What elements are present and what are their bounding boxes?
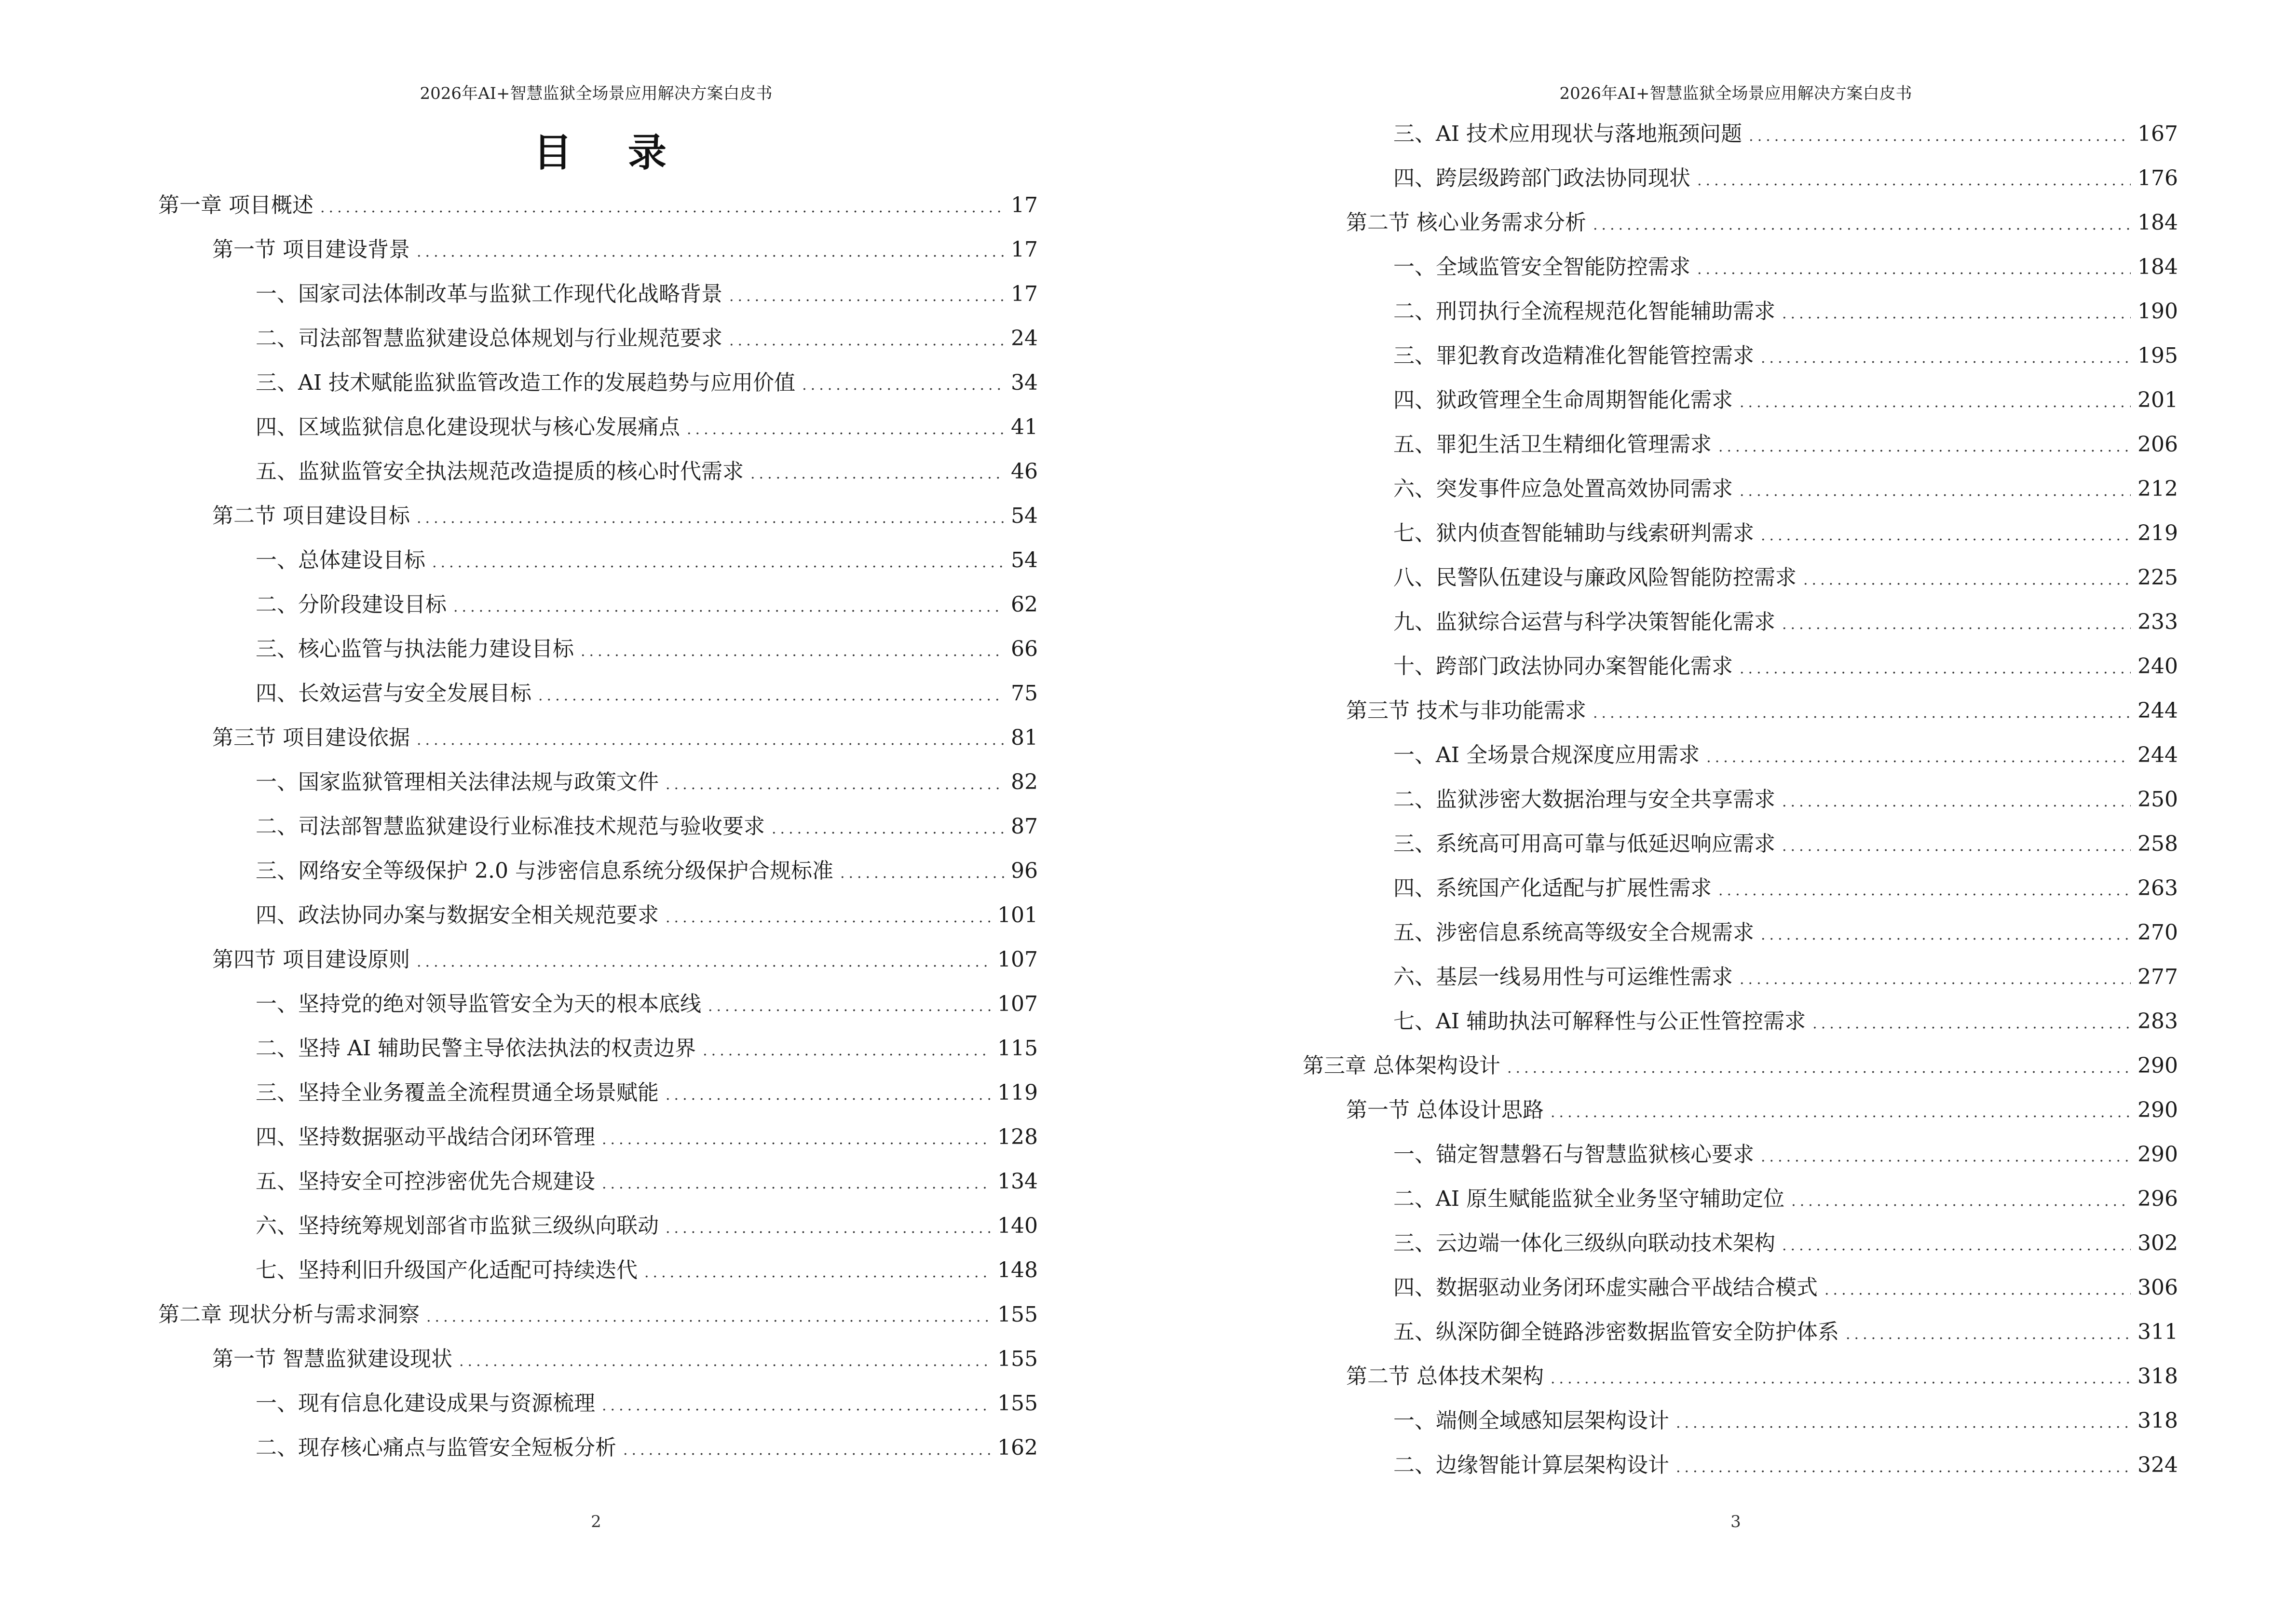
toc-entry-label: 五、坚持安全可控涉密优先合规建设 [256,1169,595,1194]
toc-dot-leader [1782,827,2131,866]
toc-dot-leader [1761,517,2131,555]
toc-entry-page-number: 263 [2137,876,2178,901]
toc-entry[interactable] [1303,1047,2178,1085]
toc-entry[interactable] [1393,1269,2178,1307]
toc-entry-label: 第一节 智慧监狱建设现状 [212,1347,452,1371]
toc-entry[interactable] [1393,470,2178,508]
toc-entry-label: 三、AI 技术应用现状与落地瓶颈问题 [1393,122,1742,146]
toc-entry-label: 五、监狱监管安全执法规范改造提质的核心时代需求 [256,459,744,484]
toc-entry-page-number: 296 [2137,1187,2178,1211]
toc-entry-page-number: 184 [2137,210,2178,235]
toc-dot-leader [703,1032,991,1070]
toc-title: 目 录 [533,130,688,175]
toc-entry-label: 第一节 项目建设背景 [212,237,410,262]
toc-entry-label: 二、现存核心痛点与监管安全短板分析 [256,1435,616,1460]
toc-dot-leader [1697,250,2131,289]
toc-entry-page-number: 17 [1011,193,1038,218]
toc-entry-label: 第四节 项目建设原则 [212,947,410,972]
toc-entry-label: 三、核心监管与执法能力建设目标 [256,637,574,661]
toc-dot-leader [1782,1227,2131,1265]
toc-entry-page-number: 134 [997,1169,1038,1194]
toc-dot-leader [666,899,991,937]
toc-entry-page-number: 96 [1011,859,1038,883]
toc-entry-label: 三、网络安全等级保护 2.0 与涉密信息系统分级保护合规标准 [256,859,833,883]
toc-entry[interactable] [256,630,1038,669]
toc-entry[interactable] [256,1429,1038,1467]
toc-entry-page-number: 128 [997,1125,1038,1149]
toc-dot-leader [1507,1049,2131,1088]
toc-entry[interactable] [158,186,1038,225]
toc-entry[interactable] [256,541,1038,580]
toc-entry[interactable] [256,408,1038,447]
toc-entry-page-number: 258 [2137,832,2178,856]
toc-entry-label: 三、坚持全业务覆盖全流程贯通全场景赋能 [256,1080,659,1105]
toc-entry-page-number: 41 [1011,415,1038,439]
toc-entry[interactable] [1393,825,2178,863]
toc-entry-label: 六、坚持统筹规划部省市监狱三级纵向联动 [256,1214,659,1238]
toc-dot-leader [1782,783,2131,821]
toc-entry-page-number: 176 [2137,166,2178,191]
toc-entry-page-number: 162 [997,1435,1038,1460]
toc-entry-page-number: 306 [2137,1275,2178,1300]
toc-entry-page-number: 155 [997,1302,1038,1327]
toc-entry-label: 一、AI 全场景合规深度应用需求 [1393,743,1700,767]
toc-entry[interactable] [256,452,1038,491]
toc-entry-page-number: 250 [2137,787,2178,812]
toc-entry-page-number: 233 [2137,610,2178,634]
toc-entry[interactable] [1393,337,2178,375]
toc-dot-leader [729,277,1004,316]
toc-entry-label: 四、坚持数据驱动平战结合闭环管理 [256,1125,595,1149]
toc-entry-label: 第三节 项目建设依据 [212,725,410,750]
toc-entry-page-number: 54 [1011,504,1038,528]
toc-entry-label: 一、国家司法体制改革与监狱工作现代化战略背景 [256,282,722,306]
toc-entry[interactable] [1393,603,2178,641]
toc-dot-leader [1761,339,2131,378]
toc-entry-page-number: 277 [2137,965,2178,989]
toc-entry[interactable] [212,231,1038,269]
toc-entry-label: 四、跨层级跨部门政法协同现状 [1393,166,1690,191]
toc-dot-leader [1676,1448,2131,1487]
toc-entry-page-number: 318 [2137,1364,2178,1389]
toc-dot-leader [802,366,1004,405]
toc-entry-label: 二、刑罚执行全流程规范化智能辅助需求 [1393,299,1775,324]
toc-dot-leader [1551,1093,2131,1132]
toc-entry-label: 六、基层一线易用性与可运维性需求 [1393,965,1733,989]
toc-entry[interactable] [1393,958,2178,996]
toc-entry-label: 六、突发事件应急处置高效协同需求 [1393,477,1733,501]
toc-entry-label: 四、数据驱动业务闭环虚实融合平战结合模式 [1393,1275,1818,1300]
toc-entry-page-number: 324 [2137,1453,2178,1477]
toc-entry[interactable] [1393,869,2178,908]
toc-entry[interactable] [256,1074,1038,1112]
toc-dot-leader [581,632,1004,671]
toc-dot-leader [538,677,1004,715]
toc-entry[interactable] [256,674,1038,713]
toc-dot-leader [432,544,1004,582]
toc-entry-label: 四、系统国产化适配与扩展性需求 [1393,876,1712,901]
toc-dot-leader [708,987,991,1026]
toc-dot-leader [320,189,1004,227]
toc-entry[interactable] [256,852,1038,890]
toc-entry-label: 三、罪犯教育改造精准化智能管控需求 [1393,343,1754,368]
toc-dot-leader [1812,1005,2131,1043]
toc-entry-label: 三、云边端一体化三级纵向联动技术架构 [1393,1231,1775,1256]
toc-entry[interactable] [1393,1402,2178,1440]
toc-entry-page-number: 225 [2137,565,2178,590]
toc-dot-leader [772,810,1004,848]
toc-entry-label: 一、现有信息化建设成果与资源梳理 [256,1391,595,1416]
toc-entry[interactable] [1346,692,2178,730]
toc-entry-page-number: 302 [2137,1231,2178,1256]
toc-entry-page-number: 155 [997,1347,1038,1371]
toc-dot-leader [1740,472,2131,511]
toc-entry[interactable] [1393,159,2178,198]
toc-entry-page-number: 66 [1011,637,1038,661]
toc-entry[interactable] [256,985,1038,1024]
toc-dot-leader [426,1298,991,1337]
toc-dot-leader [1718,872,2131,910]
toc-entry[interactable] [256,364,1038,402]
toc-entry[interactable] [212,719,1038,757]
toc-entry-label: 二、AI 原生赋能监狱全业务坚守辅助定位 [1393,1187,1785,1211]
toc-entry-label: 三、系统高可用高可靠与低延迟响应需求 [1393,832,1775,856]
toc-dot-leader [687,410,1004,449]
toc-entry-label: 八、民警队伍建设与廉政风险智能防控需求 [1393,565,1797,590]
toc-entry-page-number: 290 [2137,1098,2178,1122]
toc-entry-label: 一、坚持党的绝对领导监管安全为天的根本底线 [256,992,701,1016]
toc-entry-page-number: 62 [1011,592,1038,617]
toc-dot-leader [1593,206,2131,245]
toc-entry[interactable] [1393,647,2178,686]
toc-dot-leader [1846,1315,2131,1354]
toc-entry-label: 第二节 总体技术架构 [1346,1364,1544,1389]
toc-dot-leader [750,455,1004,493]
toc-entry[interactable] [1393,1313,2178,1351]
toc-entry-page-number: 244 [2137,698,2178,723]
toc-entry-page-number: 148 [997,1258,1038,1283]
toc-entry[interactable] [256,1029,1038,1068]
toc-entry[interactable] [256,763,1038,802]
toc-entry-page-number: 119 [997,1080,1038,1105]
toc-entry-label: 十、跨部门政法协同办案智能化需求 [1393,654,1733,679]
toc-entry[interactable] [212,497,1038,535]
toc-entry-page-number: 17 [1011,237,1038,262]
toc-entry[interactable] [1393,425,2178,464]
toc-entry-label: 一、国家监狱管理相关法律法规与政策文件 [256,770,659,794]
toc-entry-label: 第二章 现状分析与需求洞察 [158,1302,420,1327]
toc-entry-label: 第三章 总体架构设计 [1303,1053,1500,1078]
toc-entry-label: 一、全域监管安全智能防控需求 [1393,255,1690,279]
toc-entry-label: 第一章 项目概述 [158,193,313,218]
toc-entry-label: 第二节 核心业务需求分析 [1346,210,1586,235]
toc-entry-page-number: 24 [1011,326,1038,351]
toc-entry-label: 七、坚持利旧升级国产化适配可持续迭代 [256,1258,638,1283]
toc-entry-page-number: 283 [2137,1009,2178,1034]
toc-entry[interactable] [1346,204,2178,242]
toc-dot-leader [602,1120,991,1159]
toc-entry-page-number: 240 [2137,654,2178,679]
toc-entry[interactable] [1393,1446,2178,1485]
toc-dot-leader [666,1076,991,1115]
toc-entry[interactable] [256,1207,1038,1245]
toc-entry-page-number: 290 [2137,1053,2178,1078]
toc-entry-page-number: 115 [997,1036,1038,1061]
toc-entry-label: 一、锚定智慧磐石与智慧监狱核心要求 [1393,1142,1754,1167]
right-page [1144,0,2287,1624]
toc-dot-leader [1740,960,2131,999]
toc-dot-leader [459,1342,991,1381]
running-header: 2026年AI+智慧监狱全场景应用解决方案白皮书 [1559,84,1912,103]
toc-entry-label: 第二节 项目建设目标 [212,504,410,528]
toc-dot-leader [666,765,1004,804]
toc-entry-label: 二、司法部智慧监狱建设总体规划与行业规范要求 [256,326,722,351]
page-number: 3 [1730,1512,1741,1531]
toc-dot-leader [1718,428,2131,466]
toc-entry-page-number: 87 [1011,814,1038,839]
toc-entry[interactable] [256,586,1038,624]
toc-dot-leader [1761,1138,2131,1176]
toc-entry-label: 四、政法协同办案与数据安全相关规范要求 [256,903,659,928]
toc-entry-page-number: 46 [1011,459,1038,484]
toc-dot-leader [1761,916,2131,955]
toc-entry-label: 五、涉密信息系统高等级安全合规需求 [1393,920,1754,945]
toc-entry-page-number: 195 [2137,343,2178,368]
toc-entry[interactable] [256,1251,1038,1290]
toc-entry-label: 二、边缘智能计算层架构设计 [1393,1453,1669,1477]
toc-entry[interactable] [1393,914,2178,952]
toc-entry-page-number: 311 [2137,1320,2178,1344]
toc-dot-leader [417,943,991,982]
toc-dot-leader [1824,1271,2131,1310]
toc-entry-page-number: 212 [2137,477,2178,501]
toc-entry-page-number: 270 [2137,920,2178,945]
toc-entry-page-number: 81 [1011,725,1038,750]
toc-entry[interactable] [1393,248,2178,287]
toc-entry[interactable] [1393,115,2178,153]
toc-entry-page-number: 244 [2137,743,2178,767]
toc-entry[interactable] [212,1340,1038,1378]
toc-entry-page-number: 206 [2137,432,2178,457]
toc-entry-label: 九、监狱综合运营与科学决策智能化需求 [1393,610,1775,634]
toc-entry[interactable] [1393,736,2178,775]
toc-dot-leader [1593,694,2131,733]
toc-entry-page-number: 155 [997,1391,1038,1416]
toc-entry[interactable] [1393,559,2178,597]
toc-entry-page-number: 17 [1011,282,1038,306]
toc-dot-leader [840,854,1004,893]
toc-entry[interactable] [1393,1002,2178,1041]
toc-entry-page-number: 75 [1011,681,1038,706]
toc-entry-page-number: 219 [2137,521,2178,546]
toc-dot-leader [1740,650,2131,688]
toc-dot-leader [417,721,1004,760]
toc-entry-page-number: 107 [997,992,1038,1016]
toc-entry-page-number: 140 [997,1214,1038,1238]
toc-entry-label: 二、司法部智慧监狱建设行业标准技术规范与验收要求 [256,814,765,839]
toc-dot-leader [1740,383,2131,422]
toc-entry-label: 五、纵深防御全链路涉密数据监管安全防护体系 [1393,1320,1839,1344]
toc-entry-page-number: 34 [1011,370,1038,395]
toc-entry[interactable] [256,275,1038,314]
toc-entry-label: 三、AI 技术赋能监狱监管改造工作的发展趋势与应用价值 [256,370,796,395]
toc-dot-leader [1551,1360,2131,1398]
toc-entry-page-number: 54 [1011,548,1038,573]
toc-entry[interactable] [212,941,1038,979]
toc-entry-page-number: 184 [2137,255,2178,279]
toc-entry[interactable] [1393,514,2178,553]
toc-entry[interactable] [256,1118,1038,1157]
toc-dot-leader [729,322,1004,360]
toc-dot-leader [1782,605,2131,644]
toc-dot-leader [1803,561,2131,600]
running-header: 2026年AI+智慧监狱全场景应用解决方案白皮书 [420,84,773,103]
toc-entry-label: 七、AI 辅助执法可解释性与公正性管控需求 [1393,1009,1806,1034]
toc-entry-page-number: 107 [997,947,1038,972]
toc-entry[interactable] [1393,1180,2178,1218]
toc-entry[interactable] [158,1296,1038,1334]
toc-entry-label: 五、罪犯生活卫生精细化管理需求 [1393,432,1712,457]
toc-dot-leader [1676,1404,2131,1443]
toc-dot-leader [1749,117,2131,156]
toc-entry-label: 二、坚持 AI 辅助民警主导依法执法的权责边界 [256,1036,696,1061]
toc-entry[interactable] [1393,1224,2178,1263]
toc-entry[interactable] [1393,1135,2178,1174]
toc-entry-page-number: 82 [1011,770,1038,794]
toc-entry-label: 第一节 总体设计思路 [1346,1098,1544,1122]
toc-entry-label: 二、分阶段建设目标 [256,592,447,617]
toc-dot-leader [602,1387,991,1425]
toc-entry-label: 一、端侧全域感知层架构设计 [1393,1408,1669,1433]
toc-entry-label: 一、总体建设目标 [256,548,425,573]
page-number: 2 [591,1512,601,1531]
toc-entry-page-number: 167 [2137,122,2178,146]
toc-dot-leader [453,588,1004,627]
toc-entry[interactable] [256,896,1038,935]
toc-entry[interactable] [256,319,1038,358]
toc-entry-label: 四、长效运营与安全发展目标 [256,681,531,706]
toc-entry-label: 二、监狱涉密大数据治理与安全共享需求 [1393,787,1775,812]
toc-entry[interactable] [256,1384,1038,1423]
toc-dot-leader [623,1431,991,1470]
toc-entry-label: 七、狱内侦查智能辅助与线索研判需求 [1393,521,1754,546]
toc-dot-leader [1791,1182,2131,1221]
toc-entry[interactable] [1346,1357,2178,1396]
toc-entry-page-number: 190 [2137,299,2178,324]
toc-entry-page-number: 201 [2137,388,2178,412]
toc-dot-leader [1697,162,2131,200]
toc-dot-leader [417,233,1004,272]
toc-entry-page-number: 318 [2137,1408,2178,1433]
toc-entry-label: 四、区域监狱信息化建设现状与核心发展痛点 [256,415,680,439]
toc-dot-leader [602,1165,991,1203]
toc-entry[interactable] [1393,381,2178,420]
toc-entry[interactable] [256,807,1038,846]
toc-entry[interactable] [1393,780,2178,819]
toc-dot-leader [644,1254,991,1292]
toc-dot-leader [417,499,1004,538]
toc-entry-page-number: 101 [997,903,1038,928]
toc-dot-leader [666,1209,991,1248]
toc-entry[interactable] [256,1162,1038,1201]
toc-entry-page-number: 290 [2137,1142,2178,1167]
toc-entry-label: 第三节 技术与非功能需求 [1346,698,1586,723]
toc-entry[interactable] [1346,1091,2178,1130]
toc-entry-label: 四、狱政管理全生命周期智能化需求 [1393,388,1733,412]
toc-entry[interactable] [1393,292,2178,331]
toc-dot-leader [1706,738,2131,777]
toc-dot-leader [1782,295,2131,333]
